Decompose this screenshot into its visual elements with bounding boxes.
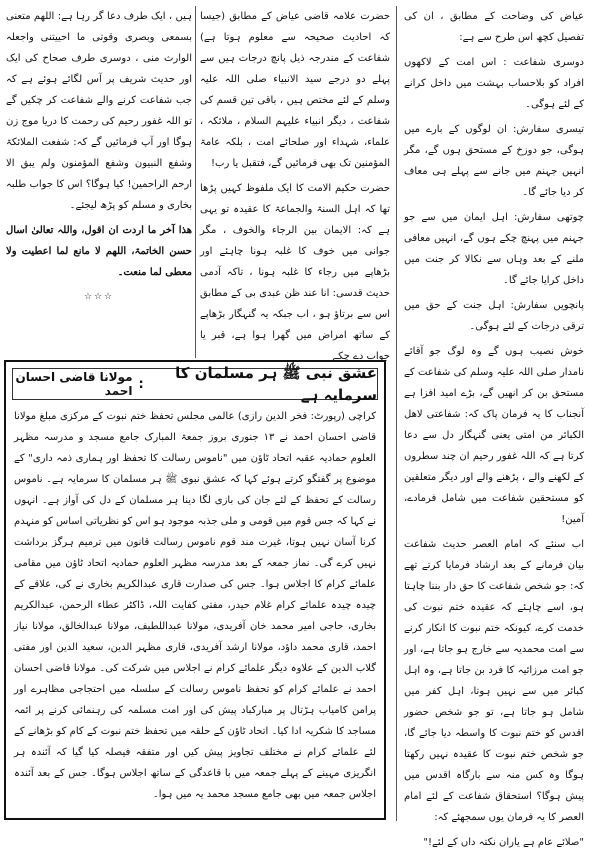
paragraph: عیاض کی وضاحت کے مطابق ، ان کی تفصیل کچھ اس طرح سے ہے: xyxy=(404,11,584,43)
section-ornament: ☆☆☆ xyxy=(83,292,115,302)
headline-main: عشق نبی ﷺ ہر مسلمان کا سرمایہ ہے xyxy=(175,364,377,404)
column-divider xyxy=(195,6,196,358)
headline-byline: مولانا قاضی احسان احمد xyxy=(15,370,133,398)
news-headline xyxy=(12,364,378,404)
closing-quote: "صلائے عام ہے یاران نکتہ داں کے لئے!" xyxy=(423,837,584,848)
paragraph: ہیں ، ایک طرف دعا گر رہا ہے: اللھم متعنی بسمعی وبصری وقوتی ما احییتنی واجعلہ الوارث منی ، دوسری طرف صحاح کی ایک اور حدیث شریف پر آس لگائے ہوئے ہے کہ جب شفاعت کرنے والے شفاعت کر چکیں گے تو اللہ غفور رحیم کی رحمت کا دریا موج زن ہوگا اور آپ فرمائیں گے کہ: شفعت الملائکۃ وشفع النبیون وشفع المؤمنون ولم یبق الا ارحم الراحمین! کیا ہوگا؟ اس کا جواب طلبہ بخاری و مسلم کو پڑھ لیجئے۔ xyxy=(6,11,192,211)
paragraph: حضرت علامہ قاضی عیاض کے مطابق (جیسا کہ احادیث صحیحہ سے معلوم ہوتا ہے) شفاعت کے مندرجہ ذیل پانچ درجات ہیں سے پہلے دو درجے سید الانبیاء صلی اللہ علیہ وسلم کے لئے مختص ہیں ، باقی تین قسم کی شفاعت ، دیگر انبیاء علیہم السلام ، ملائکہ ، علماء، شہداء اور صلحائے امت ، بلکہ عامۃ المؤمنین تک بھی فرمائیں گے، فتقبل یا رب! xyxy=(200,11,390,169)
paragraph: اب سنئے کہ امام العصر حدیث شفاعت بیان فرمانے کے بعد ارشاد فرمایا کرتے تھے کہ: جو شخص شفاعت کا حق دار بننا چاہتا ہو، اسے چاہئے کہ عقیدہ ختم نبوت کی خدمت کرے، کیونکہ ختم نبوت کا انکار کرنے سے امت محمدیہ سے خارج ہو جاتا ہے، اور جو امت مرزائیہ کا فرد بن جاتا ہے، وہ اہل کبائر میں سے نہیں ہوتا، اہل کفر میں شامل ہو جاتا ہے، تو جو شخص حضور اقدس کو ختم نبوت کا واسطہ دیا جائے گا، جو شخص ختم نبوت کا عقیدہ نہیں رکھتا ہوگا وہ کس منہ سے بارگاہ اقدس میں پیش ہوگا؟ استحقاق شفاعت کے لئے امام العصر کا یہ فرمان یوں سمجھئے کہ: xyxy=(404,539,584,823)
article-column-middle xyxy=(200,6,390,362)
paragraph: دوسری شفاعت : اس امت کے لاکھوں افراد کو بلاحساب بہشت میں داخل کرانے کے لئے ہوگی۔ xyxy=(404,57,584,110)
closing-dua: ھذا آخر ما اردت ان اقول، واللہ تعالیٰ اسال حسن الخاتمۃ، اللھم لا مانع لما اعطیت ولا معطی لما منعت۔ xyxy=(6,225,192,278)
article-column-left xyxy=(6,6,192,358)
paragraph: خوش نصیب ہوں گے وہ لوگ جو آقائے نامدار صلی اللہ علیہ وسلم کی شفاعت کے مستحق بن کر انھیں گے، بڑے امید افزا ہے آنجناب کا یہ فرمان پاک کہ: شفاعتی لاھل الکبائر من امتی یعنی گنہگار دل سے دعا کرتا ہے کہ اللہ غفور رحیم ان چند سطروں کے لکھنے والے ، پڑھنے والے اور دیگر متعلقین کو مستحقین شفاعت میں شامل فرمادے، آمین! xyxy=(404,346,584,525)
news-body xyxy=(6,400,384,805)
paragraph: پانچویں سفارش: اہل جنت کے حق میں ترقی درجات کے لئے ہوگی۔ xyxy=(404,300,584,332)
news-report-box xyxy=(4,360,386,820)
news-paragraph: کراچی (رپورٹ: فخر الدین رازی) عالمی مجلس تحفظ ختم نبوت کے مرکزی مبلغ مولانا قاضی احسان احمد نے ۱۳ جنوری بروز جمعۃ المبارک جامع مسجد و مدرسہ مظہر العلوم حمادیہ عقبہ اتحاد ٹاؤن میں "ناموس رسالت کا تحفظ اور ہماری ذمہ داری" کے موضوع پر گفتگو کرتے ہوئے کہا کہ عشق نبوی ﷺ ہر مسلمان کا سرمایہ ہے۔ ناموس رسالت کے تحفظ کے لئے جان کی بازی لگا دینا ہر مسلمان کے دل کی آواز ہے۔ انہوں نے کہا کہ جس قوم میں قومی و ملی جذبہ موجود ہو اس کو نظریاتی اساس کو منہدم کرنا آسان نہیں ہوتا، غیرت مند قوم ناموس رسالت قانون میں ترمیم ہرگز برداشت نہیں کرے گی۔ نماز جمعہ کے بعد مدرسہ مظہر العلوم حمادیہ اتحاد ٹاؤن میں مقامی علمائے کرام کا اجلاس ہوا۔ جس کی صدارت قاری عبدالکریم بخاری نے کی، علاقے کے چیدہ چیدہ علمائے کرام غلام حیدر، مفتی کفایت اللہ، ڈاکٹر عطاء الرحمن، عبدالکریم بخاری، حاجی امیر محمد خان آفریدی، مولانا عبداللطیف، مولانا عبدالخالق، مولانا نیاز احمد، قاری محمد داؤد، مولانا ارشد آفریدی، قاری مظہر الدین، سعید الدین اور مفتی گلاب الدین کے علاوہ دیگر علمائے کرام نے اجلاس میں شرکت کی۔ مولانا قاضی احسان احمد نے علمائے کرام کو تحفظ ناموس رسالت کے سلسلہ میں احتجاجی مظاہرے اور پرامن کامیاب ہڑتال پر مبارکباد پیش کی اور امت مسلمہ کی رہنمائی کرنے پر ائمہ مساجد کا شکریہ ادا کیا۔ اتحاد ٹاؤن کے حلقہ میں تحفظ ختم نبوت کے کام کو بڑھانے کے لئے علمائے کرام نے مختلف تجاویز پیش کیں اور متفقہ فیصلہ کیا گیا کہ آئندہ ہر انگریزی مہینے کے پہلے جمعہ میں با قاعدگی کے ساتھ اجلاس ہوگا۔ جس کے بعد آئندہ اجلاس جمعہ میں بھی جامع مسجد محمد یہ میں ہوا۔ xyxy=(14,411,377,800)
article-column-right xyxy=(404,6,584,848)
paragraph: تیسری سفارش: ان لوگوں کے بارے میں ہوگی، جو دوزخ کے مستحق ہوں گے، مگر انہیں جہنم میں جانے سے پہلے ہی معاف کر دیا جائے گا۔ xyxy=(404,124,584,198)
paragraph: چوتھی سفارش: اہل ایمان میں سے جو جہنم میں پہنچ چکے ہوں گے، انہیں معافی ملنے کے بعد وہاں سے نکالا کر جنت میں داخل کرایا جائے گا۔ xyxy=(404,212,584,286)
column-divider xyxy=(396,6,397,821)
headline-separator: : xyxy=(138,376,144,392)
paragraph: حضرت حکیم الامت کا ایک ملفوظ کہیں پڑھا تھا کہ اہل السنۃ والجماعۃ کا عقیدہ تو یہی ہے کہ: الایمان بین الرجاء والخوف ، مگر جوانی میں خوف کا غلبہ ہونا چاہئے اور بڑھاپے میں رجاء کا غلبہ ہونا ، تاکہ آدمی حدیث قدسی: انا عند ظن عبدی بی کے مطابق اس سے برتاؤ ہو ، اب جبکہ یہ گنہگار بڑھاپے کے ساتھ امراض میں گھرا ہوا ہے، قبر یا جواب دے چکے xyxy=(200,183,390,362)
